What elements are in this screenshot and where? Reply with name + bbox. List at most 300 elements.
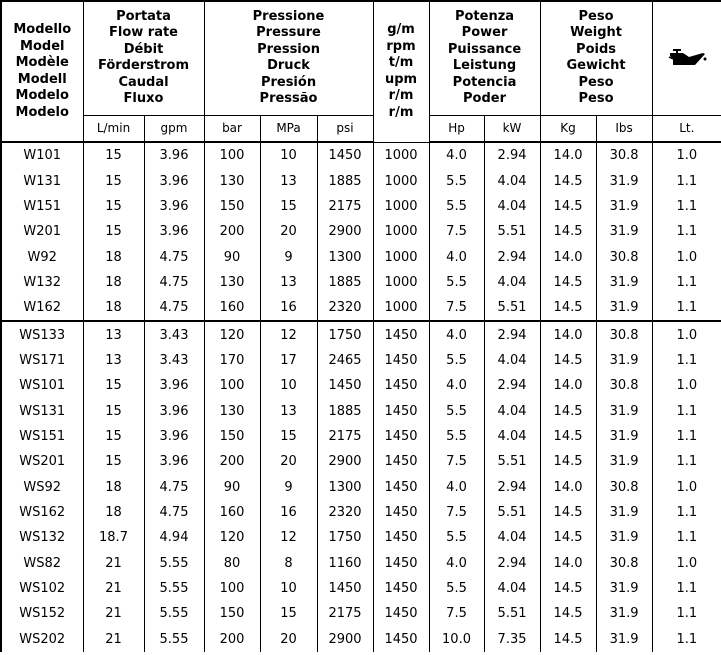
table-row [1, 348, 721, 373]
header-flow [83, 1, 204, 115]
table-row [1, 449, 721, 474]
header-rpm [373, 1, 429, 142]
value-cell: 2.94 [484, 373, 540, 398]
value-cell: 18 [83, 474, 144, 499]
value-cell: 1885 [317, 270, 373, 295]
value-cell: 2465 [317, 348, 373, 373]
table-row [1, 142, 721, 168]
value-cell: 31.9 [596, 500, 652, 525]
value-cell: 14.5 [540, 194, 596, 219]
value-cell: 18 [83, 500, 144, 525]
value-cell: 14.5 [540, 398, 596, 423]
value-cell: 13 [260, 270, 317, 295]
value-cell: 1450 [373, 373, 429, 398]
model-cell: WS132 [1, 525, 83, 550]
value-cell: 5.55 [144, 601, 204, 626]
value-cell: 14.5 [540, 219, 596, 244]
value-cell: 14.5 [540, 627, 596, 652]
value-cell: 10 [260, 142, 317, 168]
value-cell: 10.0 [429, 627, 484, 652]
value-cell: 1885 [317, 168, 373, 193]
header-model [1, 1, 83, 142]
value-cell: 31.9 [596, 219, 652, 244]
value-cell: 31.9 [596, 398, 652, 423]
header-pressure-line: Pressione [252, 8, 325, 24]
value-cell: 4.04 [484, 194, 540, 219]
value-cell: 31.9 [596, 270, 652, 295]
value-cell: 2.94 [484, 142, 540, 168]
value-cell: 1.1 [652, 219, 721, 244]
value-cell: 14.5 [540, 449, 596, 474]
value-cell: 90 [204, 474, 260, 499]
header-rpm-line: r/m [388, 88, 414, 104]
header-weight-line: Weight [570, 25, 622, 41]
value-cell: 10 [260, 373, 317, 398]
value-cell: 4.0 [429, 551, 484, 576]
value-cell: 30.8 [596, 244, 652, 269]
value-cell: 1.0 [652, 142, 721, 168]
value-cell: 17 [260, 348, 317, 373]
value-cell: 2175 [317, 194, 373, 219]
unit-label: Kg [540, 115, 596, 142]
value-cell: 14.5 [540, 270, 596, 295]
value-cell: 31.9 [596, 601, 652, 626]
unit-label: Hp [429, 115, 484, 142]
value-cell: 1450 [373, 551, 429, 576]
unit-label: Ibs [596, 115, 652, 142]
value-cell: 9 [260, 474, 317, 499]
value-cell: 2320 [317, 295, 373, 321]
value-cell: 150 [204, 601, 260, 626]
value-cell: 100 [204, 142, 260, 168]
value-cell: 12 [260, 321, 317, 347]
value-cell: 3.96 [144, 219, 204, 244]
value-cell: 130 [204, 398, 260, 423]
value-cell: 1.0 [652, 373, 721, 398]
value-cell: 14.5 [540, 424, 596, 449]
header-model-line: Model [20, 38, 65, 54]
header-pressure-line: Presión [260, 74, 317, 90]
value-cell: 5.51 [484, 601, 540, 626]
value-cell: 13 [83, 321, 144, 347]
value-cell: 30.8 [596, 474, 652, 499]
model-cell: WS102 [1, 576, 83, 601]
value-cell: 1.1 [652, 601, 721, 626]
value-cell: 1750 [317, 525, 373, 550]
value-cell: 14.0 [540, 244, 596, 269]
header-rpm-line: r/m [388, 104, 414, 120]
value-cell: 170 [204, 348, 260, 373]
value-cell: 4.75 [144, 500, 204, 525]
value-cell: 14.5 [540, 295, 596, 321]
oil-can-icon [667, 47, 707, 69]
value-cell: 20 [260, 219, 317, 244]
value-cell: 15 [83, 219, 144, 244]
value-cell: 1450 [373, 601, 429, 626]
value-cell: 1.1 [652, 627, 721, 652]
value-cell: 1450 [373, 576, 429, 601]
value-cell: 15 [83, 373, 144, 398]
unit-label: bar [204, 115, 260, 142]
unit-label: kW [484, 115, 540, 142]
header-flow-line: Portata [116, 8, 171, 24]
header-power-line: Leistung [452, 58, 517, 74]
value-cell: 1.1 [652, 576, 721, 601]
value-cell: 5.51 [484, 500, 540, 525]
header-weight-line: Poids [576, 41, 617, 57]
value-cell: 20 [260, 627, 317, 652]
value-cell: 15 [260, 194, 317, 219]
header-pressure-line: Pressure [256, 25, 321, 41]
table-row [1, 270, 721, 295]
value-cell: 1450 [373, 474, 429, 499]
table-row [1, 576, 721, 601]
value-cell: 18.7 [83, 525, 144, 550]
value-cell: 2175 [317, 601, 373, 626]
value-cell: 200 [204, 449, 260, 474]
value-cell: 31.9 [596, 449, 652, 474]
value-cell: 1.0 [652, 244, 721, 269]
value-cell: 1300 [317, 244, 373, 269]
value-cell: 160 [204, 295, 260, 321]
value-cell: 3.43 [144, 348, 204, 373]
value-cell: 1.0 [652, 551, 721, 576]
model-cell: WS131 [1, 398, 83, 423]
value-cell: 4.75 [144, 295, 204, 321]
header-pressure-line: Druck [267, 58, 310, 74]
value-cell: 8 [260, 551, 317, 576]
value-cell: 13 [260, 168, 317, 193]
header-pressure-line: Pression [257, 41, 320, 57]
model-cell: WS162 [1, 500, 83, 525]
value-cell: 9 [260, 244, 317, 269]
value-cell: 7.5 [429, 295, 484, 321]
value-cell: 4.75 [144, 474, 204, 499]
header-weight [540, 1, 652, 115]
value-cell: 1.1 [652, 449, 721, 474]
value-cell: 15 [83, 142, 144, 168]
value-cell: 1000 [373, 219, 429, 244]
value-cell: 7.5 [429, 601, 484, 626]
value-cell: 14.5 [540, 168, 596, 193]
value-cell: 20 [260, 449, 317, 474]
value-cell: 1450 [373, 398, 429, 423]
header-power-line: Potencia [452, 74, 517, 90]
model-cell: W201 [1, 219, 83, 244]
header-flow-line: Förderstrom [97, 58, 190, 74]
header-rpm-line: upm [384, 71, 418, 87]
value-cell: 15 [83, 449, 144, 474]
header-flow-line: Caudal [118, 74, 169, 90]
value-cell: 2.94 [484, 551, 540, 576]
header-weight-line: Gewicht [566, 58, 626, 74]
value-cell: 150 [204, 194, 260, 219]
value-cell: 7.35 [484, 627, 540, 652]
value-cell: 1000 [373, 194, 429, 219]
model-cell: WS82 [1, 551, 83, 576]
value-cell: 1750 [317, 321, 373, 347]
table-row [1, 168, 721, 193]
value-cell: 200 [204, 627, 260, 652]
header-pressure [204, 1, 373, 115]
value-cell: 160 [204, 500, 260, 525]
value-cell: 150 [204, 424, 260, 449]
value-cell: 1450 [317, 142, 373, 168]
value-cell: 1.0 [652, 321, 721, 347]
table-row [1, 551, 721, 576]
value-cell: 14.5 [540, 348, 596, 373]
header-rpm-line: rpm [386, 38, 416, 54]
value-cell: 5.51 [484, 295, 540, 321]
value-cell: 30.8 [596, 321, 652, 347]
value-cell: 3.96 [144, 373, 204, 398]
header-power-line: Puissance [447, 41, 522, 57]
value-cell: 1000 [373, 168, 429, 193]
value-cell: 14.5 [540, 525, 596, 550]
value-cell: 4.0 [429, 321, 484, 347]
value-cell: 31.9 [596, 168, 652, 193]
value-cell: 3.96 [144, 168, 204, 193]
model-cell: WS151 [1, 424, 83, 449]
value-cell: 18 [83, 295, 144, 321]
value-cell: 3.96 [144, 449, 204, 474]
value-cell: 15 [83, 398, 144, 423]
model-cell: W92 [1, 244, 83, 269]
value-cell: 200 [204, 219, 260, 244]
value-cell: 16 [260, 500, 317, 525]
value-cell: 4.04 [484, 424, 540, 449]
value-cell: 2900 [317, 627, 373, 652]
header-flow-line: Fluxo [123, 91, 164, 107]
table-row [1, 474, 721, 499]
value-cell: 1450 [373, 500, 429, 525]
value-cell: 100 [204, 373, 260, 398]
value-cell: 5.5 [429, 525, 484, 550]
value-cell: 1300 [317, 474, 373, 499]
model-cell: W151 [1, 194, 83, 219]
value-cell: 90 [204, 244, 260, 269]
value-cell: 13 [83, 348, 144, 373]
table-row [1, 601, 721, 626]
value-cell: 1450 [317, 373, 373, 398]
unit-label: L/min [83, 115, 144, 142]
value-cell: 4.75 [144, 244, 204, 269]
value-cell: 5.55 [144, 627, 204, 652]
value-cell: 1.1 [652, 270, 721, 295]
value-cell: 3.96 [144, 194, 204, 219]
value-cell: 120 [204, 321, 260, 347]
value-cell: 14.5 [540, 601, 596, 626]
model-cell: WS92 [1, 474, 83, 499]
value-cell: 21 [83, 551, 144, 576]
value-cell: 21 [83, 627, 144, 652]
header-oil [652, 1, 721, 115]
header-weight-line: Peso [578, 74, 614, 90]
value-cell: 1.1 [652, 398, 721, 423]
value-cell: 7.5 [429, 449, 484, 474]
model-cell: W131 [1, 168, 83, 193]
model-cell: WS152 [1, 601, 83, 626]
value-cell: 15 [260, 424, 317, 449]
model-cell: WS101 [1, 373, 83, 398]
value-cell: 1.1 [652, 168, 721, 193]
table-row [1, 500, 721, 525]
value-cell: 5.51 [484, 219, 540, 244]
unit-label: MPa [260, 115, 317, 142]
value-cell: 1450 [373, 525, 429, 550]
value-cell: 5.5 [429, 270, 484, 295]
header-power-line: Power [461, 25, 508, 41]
value-cell: 2.94 [484, 474, 540, 499]
header-weight-line: Peso [578, 8, 614, 24]
value-cell: 10 [260, 576, 317, 601]
value-cell: 1450 [373, 321, 429, 347]
value-cell: 16 [260, 295, 317, 321]
value-cell: 4.94 [144, 525, 204, 550]
value-cell: 21 [83, 601, 144, 626]
header-model-line: Modelo [15, 88, 69, 103]
units-row [1, 115, 721, 142]
value-cell: 3.43 [144, 321, 204, 347]
table-row [1, 525, 721, 550]
value-cell: 4.04 [484, 525, 540, 550]
value-cell: 2320 [317, 500, 373, 525]
value-cell: 5.5 [429, 194, 484, 219]
value-cell: 4.04 [484, 168, 540, 193]
value-cell: 5.51 [484, 449, 540, 474]
value-cell: 18 [83, 270, 144, 295]
value-cell: 14.0 [540, 474, 596, 499]
value-cell: 31.9 [596, 627, 652, 652]
value-cell: 4.04 [484, 576, 540, 601]
table-row [1, 424, 721, 449]
value-cell: 120 [204, 525, 260, 550]
value-cell: 5.5 [429, 168, 484, 193]
value-cell: 31.9 [596, 295, 652, 321]
value-cell: 14.5 [540, 500, 596, 525]
value-cell: 1.1 [652, 194, 721, 219]
value-cell: 2900 [317, 449, 373, 474]
header-rpm-line: t/m [388, 55, 414, 71]
header-power-line: Poder [463, 91, 507, 107]
value-cell: 3.96 [144, 142, 204, 168]
value-cell: 2.94 [484, 244, 540, 269]
value-cell: 1450 [373, 424, 429, 449]
value-cell: 1000 [373, 142, 429, 168]
header-rpm-line: g/m [387, 22, 415, 38]
value-cell: 1450 [373, 348, 429, 373]
value-cell: 13 [260, 398, 317, 423]
unit-label: gpm [144, 115, 204, 142]
value-cell: 4.0 [429, 474, 484, 499]
value-cell: 15 [260, 601, 317, 626]
header-model-line: Modello [13, 22, 72, 37]
value-cell: 31.9 [596, 525, 652, 550]
value-cell: 2175 [317, 424, 373, 449]
table-row [1, 295, 721, 321]
value-cell: 130 [204, 168, 260, 193]
value-cell: 1.1 [652, 525, 721, 550]
value-cell: 31.9 [596, 348, 652, 373]
value-cell: 5.5 [429, 424, 484, 449]
value-cell: 1450 [373, 627, 429, 652]
model-cell: WS201 [1, 449, 83, 474]
value-cell: 15 [83, 424, 144, 449]
value-cell: 1.1 [652, 348, 721, 373]
model-cell: W162 [1, 295, 83, 321]
value-cell: 15 [83, 168, 144, 193]
header-power [429, 1, 540, 115]
value-cell: 2900 [317, 219, 373, 244]
value-cell: 18 [83, 244, 144, 269]
value-cell: 14.0 [540, 373, 596, 398]
value-cell: 2.94 [484, 321, 540, 347]
value-cell: 7.5 [429, 500, 484, 525]
value-cell: 12 [260, 525, 317, 550]
value-cell: 1160 [317, 551, 373, 576]
value-cell: 1450 [373, 449, 429, 474]
value-cell: 4.04 [484, 348, 540, 373]
value-cell: 31.9 [596, 576, 652, 601]
header-model-line: Modell [17, 71, 67, 87]
value-cell: 5.5 [429, 576, 484, 601]
value-cell: 4.0 [429, 244, 484, 269]
value-cell: 3.96 [144, 398, 204, 423]
header-row [1, 1, 721, 115]
value-cell: 1.1 [652, 500, 721, 525]
table-row [1, 627, 721, 652]
model-cell: WS171 [1, 348, 83, 373]
value-cell: 5.5 [429, 398, 484, 423]
value-cell: 1.1 [652, 424, 721, 449]
value-cell: 4.04 [484, 270, 540, 295]
value-cell: 14.0 [540, 321, 596, 347]
value-cell: 1000 [373, 295, 429, 321]
value-cell: 15 [83, 194, 144, 219]
header-model-line: Modèle [15, 55, 69, 70]
table-row [1, 398, 721, 423]
table-row [1, 194, 721, 219]
model-cell: WS133 [1, 321, 83, 347]
value-cell: 4.0 [429, 373, 484, 398]
header-pressure-line: Pressão [259, 91, 318, 107]
value-cell: 14.0 [540, 551, 596, 576]
value-cell: 7.5 [429, 219, 484, 244]
table-row [1, 321, 721, 347]
table-row [1, 373, 721, 398]
value-cell: 31.9 [596, 194, 652, 219]
value-cell: 80 [204, 551, 260, 576]
model-cell: W101 [1, 142, 83, 168]
value-cell: 5.5 [429, 348, 484, 373]
value-cell: 130 [204, 270, 260, 295]
value-cell: 1000 [373, 244, 429, 269]
value-cell: 4.04 [484, 398, 540, 423]
value-cell: 1000 [373, 270, 429, 295]
header-flow-line: Flow rate [108, 25, 179, 41]
value-cell: 31.9 [596, 424, 652, 449]
table-row [1, 219, 721, 244]
unit-label: psi [317, 115, 373, 142]
table-row [1, 244, 721, 269]
value-cell: 1.1 [652, 295, 721, 321]
value-cell: 1885 [317, 398, 373, 423]
value-cell: 14.5 [540, 576, 596, 601]
value-cell: 3.96 [144, 424, 204, 449]
model-cell: WS202 [1, 627, 83, 652]
header-weight-line: Peso [578, 91, 614, 107]
header-power-line: Potenza [454, 8, 515, 24]
